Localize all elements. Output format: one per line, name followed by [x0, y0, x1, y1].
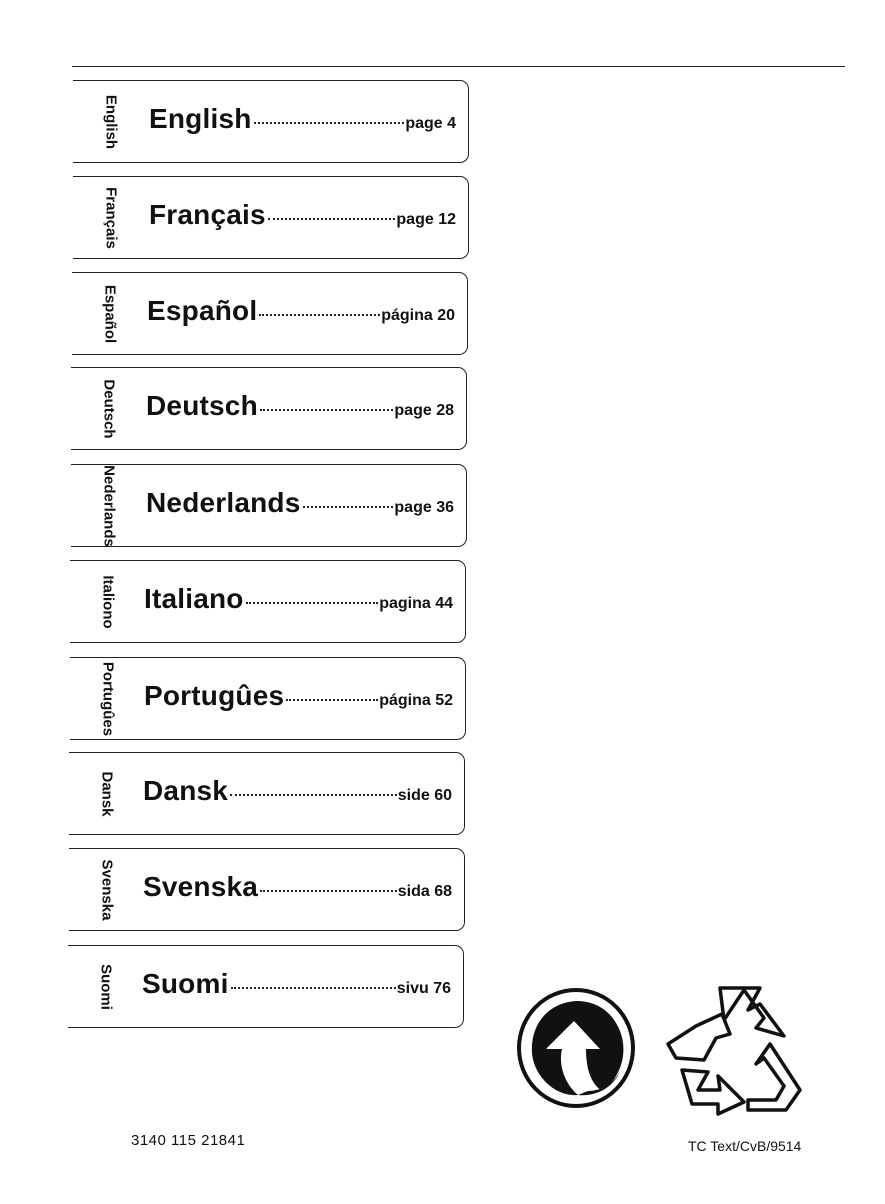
language-title: Portugûes [144, 680, 285, 711]
dot-leader [230, 793, 397, 796]
dot-leader [260, 889, 397, 892]
toc-entry [146, 487, 454, 519]
toc-entry [143, 775, 452, 807]
dot-leader [286, 698, 378, 701]
toc-tab [69, 752, 465, 835]
page-reference: page 4 [405, 115, 456, 132]
language-title: Nederlands [146, 487, 301, 518]
toc-entry [149, 199, 456, 231]
tab-side-label: Nederlands [100, 465, 118, 547]
tab-side-label: Italiono [99, 575, 117, 629]
tab-side-label: English [102, 94, 120, 150]
language-title: Español [147, 295, 258, 326]
recycle-icon [660, 980, 810, 1120]
language-title: Suomi [142, 968, 229, 999]
toc-tab [72, 272, 468, 355]
green-dot-icon [516, 987, 636, 1109]
language-title: Deutsch [146, 390, 258, 421]
toc-tab [70, 560, 466, 643]
toc-entry [149, 103, 456, 135]
page-reference: pagina 44 [379, 595, 453, 612]
page-reference: page 36 [394, 499, 454, 516]
dot-leader [259, 313, 380, 316]
toc-entry [143, 871, 452, 903]
tab-side-label: Deutsch [100, 379, 118, 439]
tab-side-label: Suomi [97, 964, 115, 1010]
page-reference: sida 68 [397, 883, 452, 900]
tab-side-label: Dansk [98, 771, 116, 817]
tab-side-label: Svenska [98, 859, 116, 921]
language-title: Dansk [143, 775, 229, 806]
tab-side-label: Français [102, 187, 120, 249]
tab-side-label: Portugûes [99, 661, 117, 737]
tab-side-label: Español [101, 284, 119, 344]
page-reference: page 28 [394, 402, 454, 419]
top-rule [72, 66, 845, 67]
toc-tab [71, 464, 467, 547]
toc-tab [73, 80, 469, 163]
page-reference: página 52 [379, 692, 453, 709]
toc-entry [144, 583, 453, 615]
toc-entry [144, 680, 453, 712]
toc-tab [71, 367, 467, 450]
toc-tab [68, 945, 464, 1028]
dot-leader [246, 601, 379, 604]
language-title: Français [149, 199, 266, 230]
language-title: Italiano [144, 583, 244, 614]
toc-entry [146, 390, 454, 422]
language-title: Svenska [143, 871, 259, 902]
document-code: 3140 115 21841 [131, 1132, 246, 1149]
page-reference: page 12 [396, 211, 456, 228]
dot-leader [303, 505, 394, 508]
toc-entry [142, 968, 451, 1000]
dot-leader [231, 986, 396, 989]
toc-tab [69, 848, 465, 931]
dot-leader [254, 121, 405, 124]
toc-entry [147, 295, 455, 327]
dot-leader [268, 217, 396, 220]
toc-tab [70, 657, 466, 740]
dot-leader [260, 408, 394, 411]
language-title: English [149, 103, 252, 134]
page-reference: side 60 [397, 787, 452, 804]
page-reference: página 20 [381, 307, 455, 324]
page-reference: sivu 76 [396, 980, 451, 997]
toc-tab [73, 176, 469, 259]
document-reference: TC Text/CvB/9514 [688, 1138, 802, 1154]
